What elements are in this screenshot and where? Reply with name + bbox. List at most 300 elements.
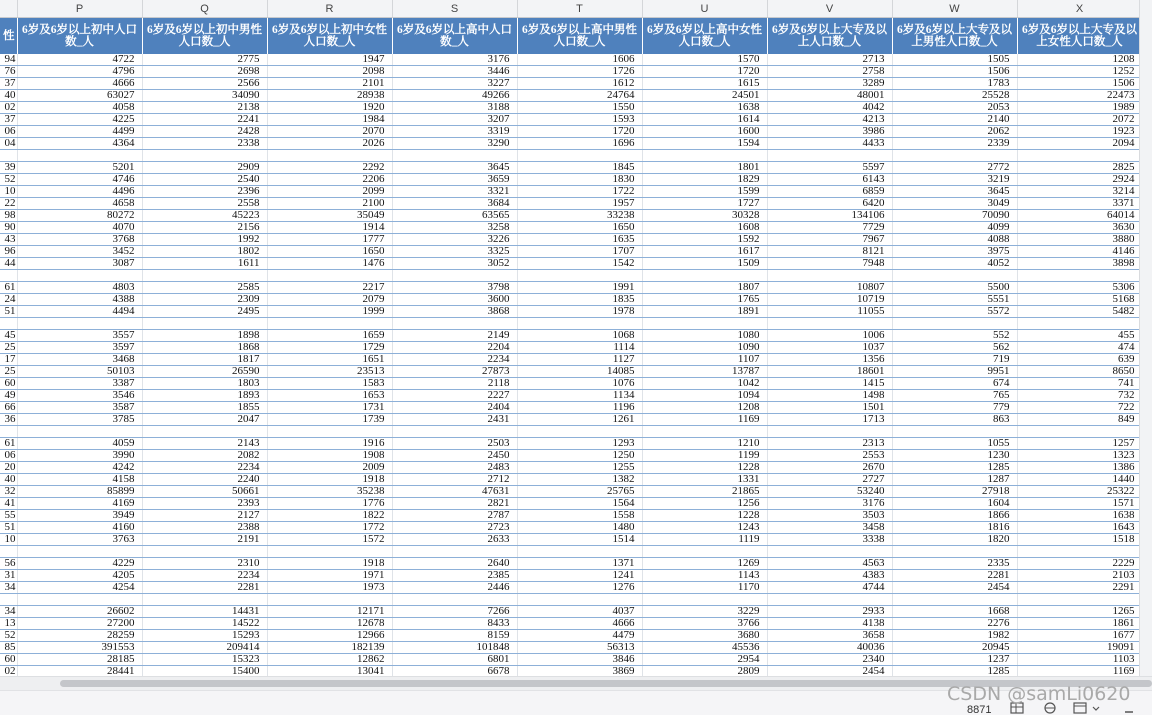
table-cell[interactable]: 3975: [892, 246, 1017, 258]
table-cell[interactable]: 1918: [267, 558, 392, 570]
table-cell[interactable]: [767, 318, 892, 330]
table-cell[interactable]: 1739: [267, 414, 392, 426]
table-cell[interactable]: 1542: [517, 258, 642, 270]
table-cell[interactable]: 1982: [892, 630, 1017, 642]
table-cell[interactable]: 3630: [1017, 222, 1139, 234]
column-header[interactable]: 6岁及6岁以上高中男性人口数_人: [517, 18, 642, 55]
table-cell[interactable]: 2640: [392, 558, 517, 570]
table-cell[interactable]: 3446: [392, 66, 517, 78]
table-cell[interactable]: 2098: [267, 66, 392, 78]
table-cell[interactable]: 12171: [267, 606, 392, 618]
table-cell[interactable]: 2191: [142, 534, 267, 546]
table-cell[interactable]: 2094: [1017, 138, 1139, 150]
table-cell[interactable]: [517, 426, 642, 438]
table-cell[interactable]: 1615: [642, 78, 767, 90]
table-cell[interactable]: 12966: [267, 630, 392, 642]
table-cell[interactable]: 11055: [767, 306, 892, 318]
table-cell[interactable]: 1801: [642, 162, 767, 174]
table-cell[interactable]: 49: [0, 390, 17, 402]
column-header[interactable]: 6岁及6岁以上大专及以上人口数_人: [767, 18, 892, 55]
table-cell[interactable]: 2234: [142, 462, 267, 474]
table-cell[interactable]: 2217: [267, 282, 392, 294]
table-cell[interactable]: 3468: [17, 354, 142, 366]
table-cell[interactable]: 3645: [392, 162, 517, 174]
table-cell[interactable]: 5572: [892, 306, 1017, 318]
table-cell[interactable]: 56: [0, 558, 17, 570]
column-letter-partial[interactable]: [0, 0, 17, 18]
table-cell[interactable]: 2723: [392, 522, 517, 534]
table-cell[interactable]: 5482: [1017, 306, 1139, 318]
table-cell[interactable]: 1119: [642, 534, 767, 546]
table-cell[interactable]: 562: [892, 342, 1017, 354]
table-cell[interactable]: 1612: [517, 78, 642, 90]
table-cell[interactable]: 2240: [142, 474, 267, 486]
table-cell[interactable]: 45223: [142, 210, 267, 222]
table-cell[interactable]: 61: [0, 438, 17, 450]
table-cell[interactable]: 4070: [17, 222, 142, 234]
table-cell[interactable]: 7967: [767, 234, 892, 246]
table-cell[interactable]: 2670: [767, 462, 892, 474]
table-cell[interactable]: 1916: [267, 438, 392, 450]
table-cell[interactable]: [17, 318, 142, 330]
table-cell[interactable]: 2393: [142, 498, 267, 510]
table-cell[interactable]: 2585: [142, 282, 267, 294]
table-cell[interactable]: 2026: [267, 138, 392, 150]
table-cell[interactable]: 4254: [17, 582, 142, 594]
table-cell[interactable]: 2292: [267, 162, 392, 174]
table-cell[interactable]: 45: [0, 330, 17, 342]
table-cell[interactable]: 1199: [642, 450, 767, 462]
table-cell[interactable]: [0, 318, 17, 330]
table-cell[interactable]: 53240: [767, 486, 892, 498]
table-cell[interactable]: 80272: [17, 210, 142, 222]
table-cell[interactable]: 4479: [517, 630, 642, 642]
table-cell[interactable]: 2206: [267, 174, 392, 186]
table-cell[interactable]: 1659: [267, 330, 392, 342]
table-cell[interactable]: [0, 426, 17, 438]
table-cell[interactable]: 15293: [142, 630, 267, 642]
table-cell[interactable]: [267, 426, 392, 438]
table-cell[interactable]: 1255: [517, 462, 642, 474]
table-cell[interactable]: 61: [0, 282, 17, 294]
table-cell[interactable]: 4433: [767, 138, 892, 150]
table-cell[interactable]: 4158: [17, 474, 142, 486]
table-cell[interactable]: [517, 546, 642, 558]
table-cell[interactable]: 1606: [517, 54, 642, 66]
table-cell[interactable]: 1638: [1017, 510, 1139, 522]
table-cell[interactable]: 2540: [142, 174, 267, 186]
table-cell[interactable]: [267, 270, 392, 282]
table-cell[interactable]: 674: [892, 378, 1017, 390]
table-cell[interactable]: 3986: [767, 126, 892, 138]
table-cell[interactable]: 3645: [892, 186, 1017, 198]
table-cell[interactable]: 1866: [892, 510, 1017, 522]
table-cell[interactable]: 1550: [517, 102, 642, 114]
table-cell[interactable]: [642, 546, 767, 558]
table-cell[interactable]: 5201: [17, 162, 142, 174]
table-cell[interactable]: 1957: [517, 198, 642, 210]
table-cell[interactable]: 3452: [17, 246, 142, 258]
table-cell[interactable]: 3319: [392, 126, 517, 138]
table-cell[interactable]: 3763: [17, 534, 142, 546]
table-cell[interactable]: 1127: [517, 354, 642, 366]
table-cell[interactable]: 1506: [1017, 78, 1139, 90]
table-cell[interactable]: 1908: [267, 450, 392, 462]
table-cell[interactable]: 1042: [642, 378, 767, 390]
table-cell[interactable]: 2775: [142, 54, 267, 66]
table-cell[interactable]: 2909: [142, 162, 267, 174]
table-cell[interactable]: 2118: [392, 378, 517, 390]
table-cell[interactable]: 1076: [517, 378, 642, 390]
table-cell[interactable]: 1080: [642, 330, 767, 342]
table-cell[interactable]: 3600: [392, 294, 517, 306]
table-cell[interactable]: 3087: [17, 258, 142, 270]
table-cell[interactable]: [17, 150, 142, 162]
table-cell[interactable]: 1261: [517, 414, 642, 426]
table-cell[interactable]: 8433: [392, 618, 517, 630]
table-cell[interactable]: 2698: [142, 66, 267, 78]
table-cell[interactable]: 10807: [767, 282, 892, 294]
table-cell[interactable]: 15323: [142, 654, 267, 666]
table-cell[interactable]: [267, 150, 392, 162]
table-cell[interactable]: [142, 270, 267, 282]
table-cell[interactable]: 1593: [517, 114, 642, 126]
table-cell[interactable]: 3597: [17, 342, 142, 354]
table-cell[interactable]: 3052: [392, 258, 517, 270]
table-cell[interactable]: 3226: [392, 234, 517, 246]
table-cell[interactable]: 7948: [767, 258, 892, 270]
table-cell[interactable]: 1765: [642, 294, 767, 306]
table-cell[interactable]: 1592: [642, 234, 767, 246]
table-cell[interactable]: 1973: [267, 582, 392, 594]
table-cell[interactable]: 28259: [17, 630, 142, 642]
table-cell[interactable]: 1820: [892, 534, 1017, 546]
table-cell[interactable]: 3557: [17, 330, 142, 342]
table-cell[interactable]: 1783: [892, 78, 1017, 90]
table-cell[interactable]: 39: [0, 162, 17, 174]
table-cell[interactable]: 1614: [642, 114, 767, 126]
table-cell[interactable]: 1816: [892, 522, 1017, 534]
table-cell[interactable]: 2339: [892, 138, 1017, 150]
table-cell[interactable]: 4496: [17, 186, 142, 198]
table-cell[interactable]: 2127: [142, 510, 267, 522]
table-cell[interactable]: 1668: [892, 606, 1017, 618]
table-cell[interactable]: [642, 318, 767, 330]
table-cell[interactable]: 1891: [642, 306, 767, 318]
table-cell[interactable]: 1570: [642, 54, 767, 66]
table-cell[interactable]: 19091: [1017, 642, 1139, 654]
table-cell[interactable]: 40036: [767, 642, 892, 654]
table-cell[interactable]: 1230: [892, 450, 1017, 462]
table-cell[interactable]: 1803: [142, 378, 267, 390]
table-cell[interactable]: 30328: [642, 210, 767, 222]
table-cell[interactable]: 3176: [767, 498, 892, 510]
table-cell[interactable]: 20: [0, 462, 17, 474]
table-cell[interactable]: 21865: [642, 486, 767, 498]
table-cell[interactable]: 1250: [517, 450, 642, 462]
table-cell[interactable]: 55: [0, 510, 17, 522]
table-cell[interactable]: 3766: [642, 618, 767, 630]
table-cell[interactable]: 5500: [892, 282, 1017, 294]
table-cell[interactable]: 1514: [517, 534, 642, 546]
table-cell[interactable]: 765: [892, 390, 1017, 402]
table-cell[interactable]: 24764: [517, 90, 642, 102]
table-cell[interactable]: 1505: [892, 54, 1017, 66]
table-cell[interactable]: 4037: [517, 606, 642, 618]
table-cell[interactable]: 2385: [392, 570, 517, 582]
table-cell[interactable]: 12678: [267, 618, 392, 630]
table-cell[interactable]: 1720: [642, 66, 767, 78]
table-cell[interactable]: 1103: [1017, 654, 1139, 666]
table-cell[interactable]: 3227: [392, 78, 517, 90]
table-cell[interactable]: 2787: [392, 510, 517, 522]
table-cell[interactable]: 1285: [892, 666, 1017, 677]
table-cell[interactable]: 2431: [392, 414, 517, 426]
table-cell[interactable]: 8159: [392, 630, 517, 642]
table-cell[interactable]: 1898: [142, 330, 267, 342]
table-cell[interactable]: [0, 594, 17, 606]
table-cell[interactable]: 13787: [642, 366, 767, 378]
table-cell[interactable]: 2156: [142, 222, 267, 234]
table-cell[interactable]: 1604: [892, 498, 1017, 510]
table-cell[interactable]: 36: [0, 414, 17, 426]
table-cell[interactable]: 2450: [392, 450, 517, 462]
table-cell[interactable]: 2310: [142, 558, 267, 570]
table-cell[interactable]: [1017, 150, 1139, 162]
table-cell[interactable]: 4563: [767, 558, 892, 570]
table-cell[interactable]: 1835: [517, 294, 642, 306]
table-cell[interactable]: 1653: [267, 390, 392, 402]
table-cell[interactable]: 2291: [1017, 582, 1139, 594]
table-cell[interactable]: 1729: [267, 342, 392, 354]
table-cell[interactable]: [392, 546, 517, 558]
table-cell[interactable]: 2234: [392, 354, 517, 366]
table-cell[interactable]: 4388: [17, 294, 142, 306]
table-cell[interactable]: [17, 426, 142, 438]
table-cell[interactable]: 1971: [267, 570, 392, 582]
table-cell[interactable]: [517, 594, 642, 606]
table-cell[interactable]: 2335: [892, 558, 1017, 570]
table-cell[interactable]: 2404: [392, 402, 517, 414]
table-cell[interactable]: 4160: [17, 522, 142, 534]
table-cell[interactable]: 2388: [142, 522, 267, 534]
table-cell[interactable]: 552: [892, 330, 1017, 342]
table-cell[interactable]: 2727: [767, 474, 892, 486]
table-cell[interactable]: 3680: [642, 630, 767, 642]
table-cell[interactable]: 66: [0, 402, 17, 414]
table-cell[interactable]: 2495: [142, 306, 267, 318]
table-cell[interactable]: 2062: [892, 126, 1017, 138]
table-cell[interactable]: 3990: [17, 450, 142, 462]
column-header[interactable]: 6岁及6岁以上大专及以上男性人口数_人: [892, 18, 1017, 55]
column-header[interactable]: 6岁及6岁以上高中人口数_人: [392, 18, 517, 55]
table-cell[interactable]: 23513: [267, 366, 392, 378]
table-cell[interactable]: 48001: [767, 90, 892, 102]
table-cell[interactable]: 1506: [892, 66, 1017, 78]
table-cell[interactable]: 02: [0, 102, 17, 114]
table-cell[interactable]: 1611: [142, 258, 267, 270]
table-cell[interactable]: 1722: [517, 186, 642, 198]
table-cell[interactable]: 3658: [767, 630, 892, 642]
table-cell[interactable]: 1256: [642, 498, 767, 510]
table-cell[interactable]: 1984: [267, 114, 392, 126]
table-cell[interactable]: 3768: [17, 234, 142, 246]
table-cell[interactable]: 27200: [17, 618, 142, 630]
table-cell[interactable]: 732: [1017, 390, 1139, 402]
table-cell[interactable]: 02: [0, 666, 17, 677]
table-cell[interactable]: 1265: [1017, 606, 1139, 618]
table-cell[interactable]: [642, 270, 767, 282]
column-letter-U[interactable]: U: [642, 0, 767, 18]
table-cell[interactable]: [392, 426, 517, 438]
column-header[interactable]: 6岁及6岁以上大专及以上女性人口数_人: [1017, 18, 1139, 55]
table-cell[interactable]: 4494: [17, 306, 142, 318]
table-cell[interactable]: 1845: [517, 162, 642, 174]
table-cell[interactable]: 1947: [267, 54, 392, 66]
table-cell[interactable]: 4088: [892, 234, 1017, 246]
table-cell[interactable]: 1696: [517, 138, 642, 150]
table-cell[interactable]: 4722: [17, 54, 142, 66]
table-cell[interactable]: 1287: [892, 474, 1017, 486]
table-cell[interactable]: 56313: [517, 642, 642, 654]
table-cell[interactable]: 1237: [892, 654, 1017, 666]
table-cell[interactable]: 25765: [517, 486, 642, 498]
table-cell[interactable]: 47631: [392, 486, 517, 498]
table-cell[interactable]: 1228: [642, 510, 767, 522]
table-cell[interactable]: 45536: [642, 642, 767, 654]
table-cell[interactable]: 2566: [142, 78, 267, 90]
table-cell[interactable]: 722: [1017, 402, 1139, 414]
table-cell[interactable]: 85: [0, 642, 17, 654]
table-cell[interactable]: 1371: [517, 558, 642, 570]
table-cell[interactable]: 60: [0, 378, 17, 390]
table-cell[interactable]: 18601: [767, 366, 892, 378]
table-cell[interactable]: 1564: [517, 498, 642, 510]
table-cell[interactable]: 49266: [392, 90, 517, 102]
table-cell[interactable]: [392, 594, 517, 606]
table-cell[interactable]: [517, 270, 642, 282]
column-header[interactable]: 6岁及6岁以上初中女性人口数_人: [267, 18, 392, 55]
table-cell[interactable]: 60: [0, 654, 17, 666]
table-cell[interactable]: 5168: [1017, 294, 1139, 306]
table-cell[interactable]: 455: [1017, 330, 1139, 342]
table-cell[interactable]: 2100: [267, 198, 392, 210]
table-cell[interactable]: 15400: [142, 666, 267, 677]
table-cell[interactable]: 04: [0, 138, 17, 150]
table-cell[interactable]: [767, 594, 892, 606]
table-cell[interactable]: 4042: [767, 102, 892, 114]
table-cell[interactable]: 2809: [642, 666, 767, 677]
table-cell[interactable]: 3868: [392, 306, 517, 318]
table-cell[interactable]: 94: [0, 54, 17, 66]
table-cell[interactable]: 8121: [767, 246, 892, 258]
table-cell[interactable]: 1269: [642, 558, 767, 570]
table-cell[interactable]: 1440: [1017, 474, 1139, 486]
table-cell[interactable]: [892, 594, 1017, 606]
table-cell[interactable]: 1114: [517, 342, 642, 354]
table-cell[interactable]: 1600: [642, 126, 767, 138]
column-letter-X[interactable]: X: [1017, 0, 1139, 18]
table-cell[interactable]: 50661: [142, 486, 267, 498]
table-cell[interactable]: 2772: [892, 162, 1017, 174]
table-cell[interactable]: 24501: [642, 90, 767, 102]
table-cell[interactable]: 28185: [17, 654, 142, 666]
table-cell[interactable]: 3049: [892, 198, 1017, 210]
table-cell[interactable]: 3321: [392, 186, 517, 198]
table-cell[interactable]: 1978: [517, 306, 642, 318]
table-cell[interactable]: 1720: [517, 126, 642, 138]
table-cell[interactable]: 101848: [392, 642, 517, 654]
table-cell[interactable]: 1713: [767, 414, 892, 426]
table-cell[interactable]: 2924: [1017, 174, 1139, 186]
table-cell[interactable]: 1855: [142, 402, 267, 414]
table-cell[interactable]: [392, 270, 517, 282]
table-cell[interactable]: [267, 546, 392, 558]
table-cell[interactable]: 1893: [142, 390, 267, 402]
table-cell[interactable]: 3387: [17, 378, 142, 390]
table-cell[interactable]: 1252: [1017, 66, 1139, 78]
table-cell[interactable]: 3371: [1017, 198, 1139, 210]
table-cell[interactable]: [892, 270, 1017, 282]
table-cell[interactable]: 1583: [267, 378, 392, 390]
table-cell[interactable]: 1731: [267, 402, 392, 414]
table-cell[interactable]: 3258: [392, 222, 517, 234]
table-cell[interactable]: 64014: [1017, 210, 1139, 222]
table-cell[interactable]: [892, 150, 1017, 162]
table-cell[interactable]: 3229: [642, 606, 767, 618]
table-cell[interactable]: 1777: [267, 234, 392, 246]
table-cell[interactable]: 1643: [1017, 522, 1139, 534]
table-cell[interactable]: 52: [0, 630, 17, 642]
table-cell[interactable]: 3846: [517, 654, 642, 666]
table-cell[interactable]: 26590: [142, 366, 267, 378]
table-cell[interactable]: 4364: [17, 138, 142, 150]
table-cell[interactable]: [517, 150, 642, 162]
table-cell[interactable]: 1169: [642, 414, 767, 426]
table-cell[interactable]: 4499: [17, 126, 142, 138]
table-cell[interactable]: 90: [0, 222, 17, 234]
table-cell[interactable]: 1170: [642, 582, 767, 594]
column-letter-T[interactable]: T: [517, 0, 642, 18]
table-cell[interactable]: 3546: [17, 390, 142, 402]
table-cell[interactable]: [767, 150, 892, 162]
table-cell[interactable]: [642, 426, 767, 438]
column-letter-R[interactable]: R: [267, 0, 392, 18]
table-cell[interactable]: 2446: [392, 582, 517, 594]
table-cell[interactable]: [1017, 426, 1139, 438]
column-header[interactable]: 6岁及6岁以上初中人口数_人: [17, 18, 142, 55]
table-cell[interactable]: 3325: [392, 246, 517, 258]
table-cell[interactable]: 2309: [142, 294, 267, 306]
table-cell[interactable]: 2825: [1017, 162, 1139, 174]
table-cell[interactable]: [0, 546, 17, 558]
vertical-scrollbar[interactable]: [1139, 0, 1152, 676]
table-cell[interactable]: 1228: [642, 462, 767, 474]
table-cell[interactable]: [392, 150, 517, 162]
table-cell[interactable]: 1006: [767, 330, 892, 342]
table-cell[interactable]: 1208: [642, 402, 767, 414]
table-cell[interactable]: 1776: [267, 498, 392, 510]
table-cell[interactable]: 13: [0, 618, 17, 630]
table-cell[interactable]: 3188: [392, 102, 517, 114]
table-cell[interactable]: 2072: [1017, 114, 1139, 126]
table-cell[interactable]: [1017, 594, 1139, 606]
table-cell[interactable]: [892, 318, 1017, 330]
table-cell[interactable]: 6859: [767, 186, 892, 198]
table-cell[interactable]: 4058: [17, 102, 142, 114]
table-cell[interactable]: 2241: [142, 114, 267, 126]
column-letter-V[interactable]: V: [767, 0, 892, 18]
